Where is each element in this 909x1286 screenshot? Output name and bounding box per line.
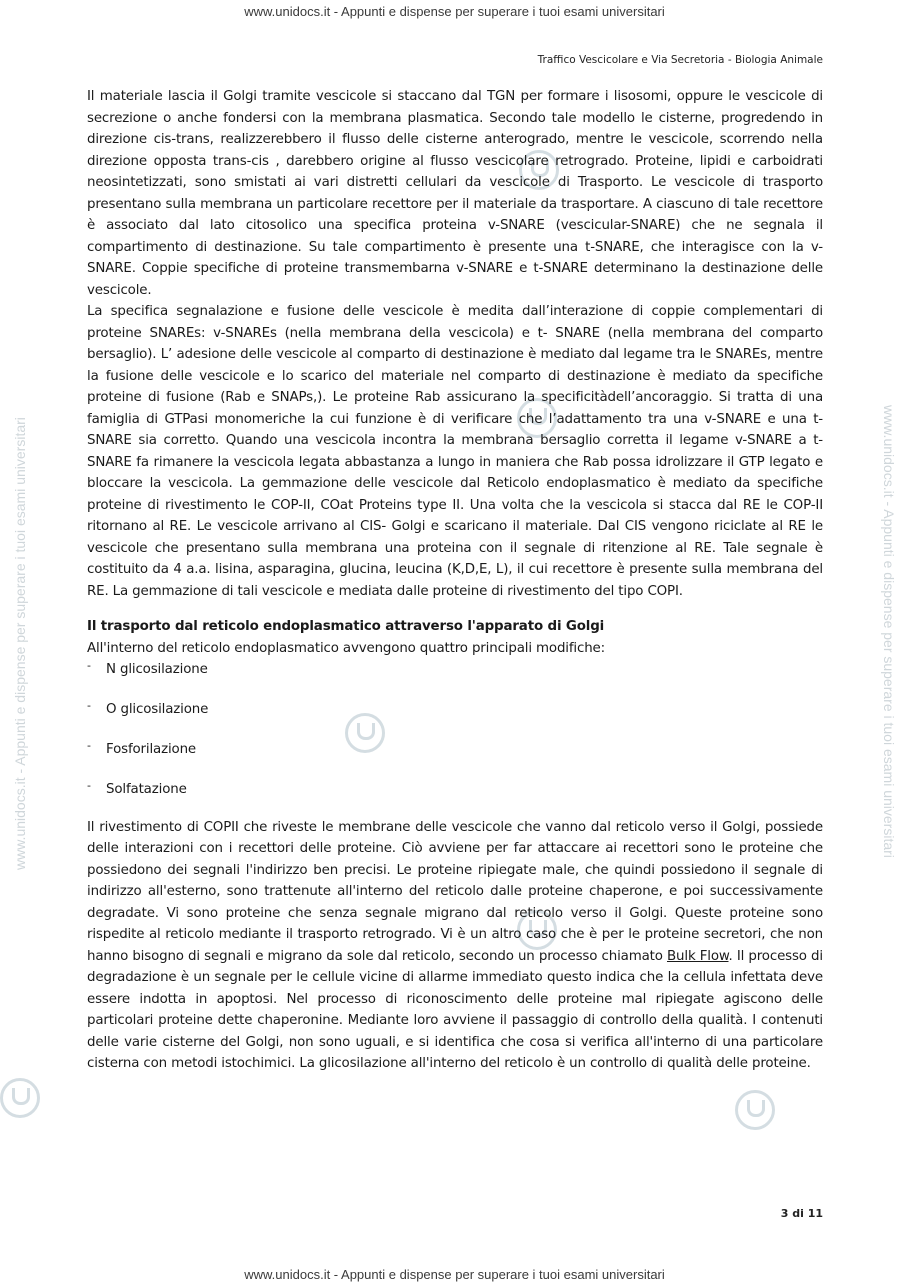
paragraph-text: Il rivestimento di COPII che riveste le membrane delle vescicole che vanno dal reticolo verso il Golgi, possiede delle interazioni con i recettori delle proteine. Ciò avviene per far attaccare ai recettori sono le proteine che possiedono dei segnali l'indirizzo ben precisi. Le proteine ripiegate male, che quindi possiedono il segnale di indirizzo all'esterno, sono trattenute all'interno del reticolo dalle proteine chaperone, e poi successivamente degradate. Vi sono proteine che senza segnale migrano dal reticolo verso il Golgi. Queste proteine sono rispedite al reticolo mediante il trasporto retrogrado. Vi è un altro caso che è per le proteine secretori, che non hanno bisogno di segnali e migrano da sole dal reticolo, secondo un processo chiamato (87, 819, 823, 964)
bullet-dash: - (87, 779, 91, 792)
watermark-side-left: www.unidocs.it - Appunti e dispense per superare i tuoi esami universitari (12, 417, 28, 870)
paragraph (87, 817, 823, 1075)
section-heading: Il trasporto dal reticolo endoplasmatico attraverso l'apparato di Golgi (87, 619, 605, 634)
list-item (87, 739, 823, 761)
modifications-list (87, 659, 823, 801)
watermark-side-right: www.unidocs.it - Appunti e dispense per superare i tuoi esami universitari (881, 405, 897, 858)
bullet-dash: - (87, 699, 91, 712)
section-intro: All'interno del reticolo endoplasmatico avvengono quattro principali modifiche: (87, 640, 605, 656)
list-item-label: O glicosilazione (106, 702, 209, 717)
bulk-flow-link[interactable]: Bulk Flow (667, 948, 729, 964)
running-header-title: Traffico Vescicolare e Via Secretoria - Biologia Animale (537, 54, 823, 66)
list-item (87, 699, 823, 721)
watermark-logo-icon (0, 1078, 40, 1118)
watermark-banner-top: www.unidocs.it - Appunti e dispense per superare i tuoi esami universitari (244, 4, 665, 19)
watermark-logo-icon (735, 1090, 775, 1130)
page-number: 3 di 11 (780, 1207, 823, 1220)
bullet-dash: - (87, 739, 91, 752)
document-body (87, 86, 823, 1075)
bullet-dash: - (87, 659, 91, 672)
paragraph: Il materiale lascia il Golgi tramite vescicole si staccano dal TGN per formare i lisosomi, oppure le vescicole di secrezione o anche fondersi con la membrana plasmatica. Secondo tale modello le cisterne, progredendo in direzione cis-trans, realizzerebbero il flusso delle cisterne anterogrado, mentre le vescicole, scorrendo nella direzione opposta trans-cis , darebbero origine al flusso vescicolare retrogrado. Proteine, lipidi e carboidrati neosintetizzati, sono smistati ai vari distretti cellulari da vescicole di Trasporto. Le vescicole di trasporto presentano sulla membrana un particolare recettore per il materiale da trasportare. A ciascuno di tale recettore è associato dal lato citosolico una specifica proteina v-SNARE (vescicular-SNARE) che ne segnala il compartimento di destinazione. Su tale compartimento è presente una t-SNARE, che interagisce con la v-SNARE. Coppie specifiche di proteine transmembarna v-SNARE e t-SNARE determinano la destinazione delle vescicole. (87, 89, 823, 298)
list-item-label: Fosforilazione (106, 742, 197, 757)
paragraph: La specifica segnalazione e fusione delle vescicole è medita dall’interazione di coppie complementari di proteine SNAREs: v-SNAREs (nella membrana della vescicola) e t- SNARE (nella membrana del comparto bersaglio). L’ adesione delle vescicole al comparto di destinazione è mediato dal legame tra le SNAREs, mentre la fusione delle vescicole e lo scarico del materiale nel comparto di destinazione è mediato da specifiche proteine di fusione (Rab e SNAPs,). Le proteine Rab assicurano la specificitàdell’ancoraggio. Si tratta di una famiglia di GTPasi monomeriche la cui funzione è di verificare che l’adattamento tra una v-SNARE e una t-SNARE sia corretto. Quando una vescicola incontra la membrana bersaglio corretta il legame v-SNARE a t-SNARE fa rimanere la vescicola legata abbastanza a lungo in maniera che Rab possa idrolizzare il GTP legato e bloccare la vescicola. La gemmazione delle vescicole dal Reticolo endoplasmatico è mediato da specifiche proteine di rivestimento le COP-II, COat Proteins type II. Una volta che la vescicola si stacca dal RE le COP-II ritornano al RE. Le vescicole arrivano al CIS- Golgi e scaricano il materiale. Dal CIS vengono riciclate al RE le vescicole che presentano sulla membrana una proteina con il segnale di ritenzione al RE. Tale segnale è costituito da 4 a.a. lisina, asparagina, glucina, leucina (K,D,E, L), il cui recettore è presente sulla membrana del RE. La gemmazione di tali vescicole e mediata dalle proteine di rivestimento del tipo COPI. (87, 304, 823, 599)
paragraph-text: . Il processo di degradazione è un segnale per le cellule vicine di allarme immediato questo indica che la cellula infettata deve essere indotta in apoptosi. Nel processo di riconoscimento delle proteine mal ripiegate agiscono delle particolari proteine dette chaperonine. Mediante loro avviene il passaggio di controllo della qualità. I contenuti delle varie cisterne del Golgi, non sono uguali, e si identifica che cosa si verifica all'interno di una particolare cisterna con metodi istochimici. La glicosilazione all'interno del reticolo è un controllo di qualità delle proteine. (87, 948, 823, 1071)
list-item (87, 779, 823, 801)
list-item-label: Solfatazione (106, 782, 187, 797)
watermark-banner-bottom: www.unidocs.it - Appunti e dispense per superare i tuoi esami universitari (244, 1267, 665, 1282)
list-item (87, 659, 823, 681)
list-item-label: N glicosilazione (106, 662, 208, 677)
